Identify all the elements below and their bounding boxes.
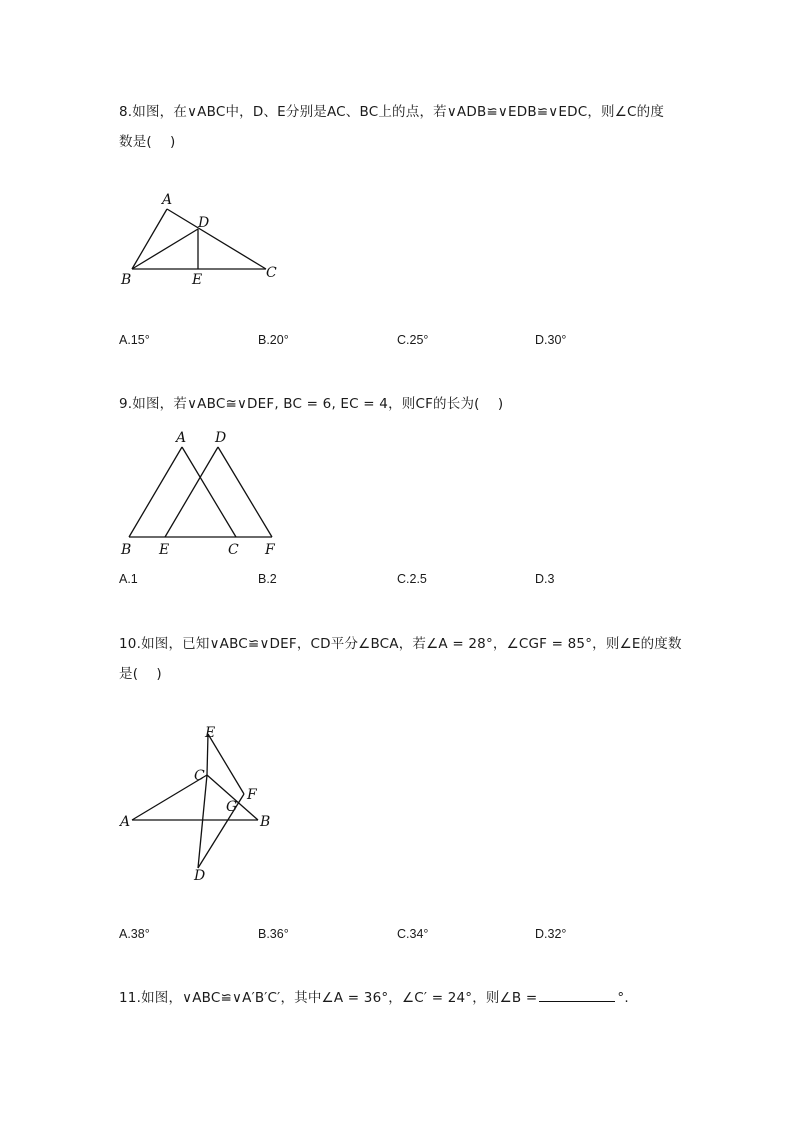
question-9-line-1: 9.如图，若∨ABC≅∨DEF, BC = 6, EC = 4，则CF的长为( )	[119, 396, 504, 412]
triangle-abc-diagram	[110, 185, 300, 295]
question-10-options	[119, 927, 679, 947]
option-c[interactable]: C.25°	[397, 333, 429, 347]
option-d[interactable]: D.32°	[535, 927, 567, 941]
label-a: A	[176, 430, 187, 446]
option-d[interactable]: D.30°	[535, 333, 567, 347]
label-c: C	[266, 265, 277, 281]
option-d[interactable]: D.3	[535, 572, 555, 586]
label-b: B	[121, 542, 132, 558]
question-8-text	[119, 97, 689, 157]
segment-ab	[132, 209, 167, 269]
question-8-options	[119, 333, 679, 353]
question-9-figure	[110, 425, 300, 564]
option-a[interactable]: A.15°	[119, 333, 150, 347]
label-d: D	[215, 430, 227, 446]
question-9-options	[119, 572, 679, 592]
option-b[interactable]: B.36°	[258, 927, 289, 941]
question-11-text	[119, 983, 689, 1013]
option-b[interactable]: B.20°	[258, 333, 289, 347]
label-c: C	[228, 542, 239, 558]
question-9-text	[119, 389, 689, 419]
label-e: E	[159, 542, 170, 558]
segment-df	[218, 447, 272, 537]
label-b: B	[260, 814, 271, 830]
congruent-triangles-diagram	[110, 720, 290, 890]
label-a: A	[162, 192, 173, 208]
label-f: F	[247, 787, 257, 803]
label-g: G	[226, 799, 238, 815]
option-a[interactable]: A.38°	[119, 927, 150, 941]
segment-ab	[129, 447, 182, 537]
question-10-line-1: 10.如图，已知∨ABC≌∨DEF，CD平分∠BCA，若∠A = 28°，∠CGF = 85°，则∠E的度数	[119, 636, 682, 652]
segment-ef	[208, 734, 244, 794]
label-e: E	[205, 725, 216, 741]
question-8-line-2: 数是( )	[119, 134, 176, 150]
option-c[interactable]: C.34°	[397, 927, 429, 941]
option-a[interactable]: A.1	[119, 572, 138, 586]
option-b[interactable]: B.2	[258, 572, 277, 586]
question-10-figure	[110, 720, 290, 894]
option-c[interactable]: C.2.5	[397, 572, 427, 586]
segment-de	[165, 447, 218, 537]
label-d: D	[198, 215, 210, 231]
question-11-prompt: 11.如图，∨ABC≌∨A′B′C′，其中∠A = 36°，∠C′ = 24°，则∠B =	[119, 990, 538, 1006]
label-c: C	[194, 768, 205, 784]
question-10-text	[119, 629, 689, 689]
label-e: E	[192, 272, 203, 288]
question-11-unit: °.	[617, 990, 629, 1006]
question-8-line-1: 8.如图，在∨ABC中，D、E分别是AC、BC上的点，若∨ADB≌∨EDB≌∨EDC，则∠C的度	[119, 104, 665, 120]
label-f: F	[265, 542, 275, 558]
label-b: B	[121, 272, 132, 288]
question-8-figure	[110, 185, 300, 299]
answer-blank[interactable]	[539, 985, 615, 1002]
label-d: D	[194, 868, 206, 884]
segment-bd	[132, 229, 198, 269]
segment-cd	[198, 775, 207, 868]
question-10-line-2: 是( )	[119, 666, 162, 682]
overlapping-triangles-diagram	[110, 425, 300, 560]
label-a: A	[120, 814, 131, 830]
segment-ac	[182, 447, 236, 537]
